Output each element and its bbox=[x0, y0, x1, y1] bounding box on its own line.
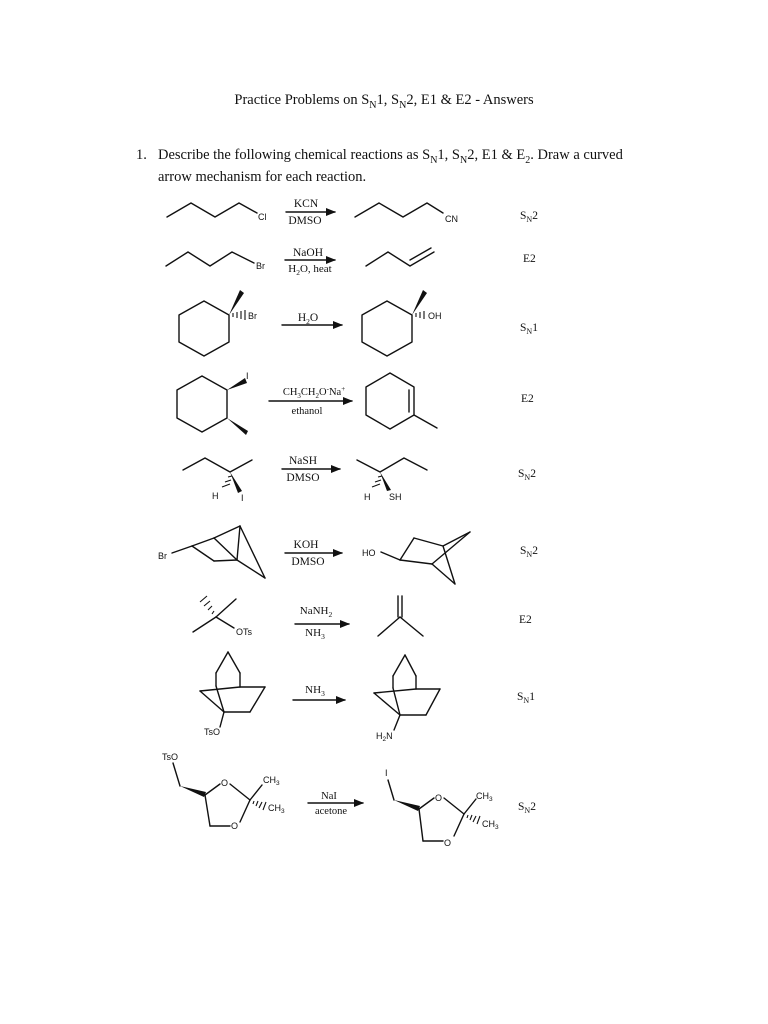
r9-reagent-bottom: acetone bbox=[314, 806, 348, 817]
r7-answer: E2 bbox=[519, 614, 532, 626]
r7-leaving-group: OTs bbox=[236, 627, 253, 637]
r9-ch2-bond bbox=[173, 763, 180, 786]
r7-product bbox=[378, 596, 423, 636]
question-text: Describe the following chemical reactions as $S_N1$, $S_N2$, E1 & $E_2$. Draw a curved arrow mechanism for each reaction. bbox=[158, 147, 623, 185]
r3-product-group: OH bbox=[428, 311, 442, 321]
r8-reactant-bicycle bbox=[200, 652, 265, 727]
r5-product-chain bbox=[357, 458, 427, 472]
r9-product-oxygen-1: O bbox=[435, 793, 443, 803]
r9-product-wedge bbox=[394, 800, 420, 811]
r3-wedge-methyl bbox=[229, 290, 244, 315]
r3-product-ring bbox=[362, 301, 412, 356]
r1-answer: $S_N2$ bbox=[520, 210, 538, 224]
r3-reactant-ring bbox=[179, 301, 229, 356]
r5-product-h: H bbox=[364, 492, 371, 502]
r7-reagent-bottom: $NH_3$ bbox=[305, 627, 325, 641]
reaction-9 bbox=[162, 752, 536, 848]
r2-answer: E2 bbox=[523, 253, 536, 265]
r6-reagent-bottom: DMSO bbox=[291, 556, 325, 568]
r6-leaving-group: Br bbox=[158, 551, 167, 561]
r1-reagent-top: KCN bbox=[293, 198, 319, 210]
r3-product-wedge bbox=[412, 290, 427, 315]
r9-hash-methyl-2 bbox=[253, 801, 266, 810]
r9-wedge bbox=[180, 786, 206, 797]
reaction-5 bbox=[183, 455, 536, 503]
reaction-6 bbox=[158, 526, 538, 584]
r9-ring-oxygen-1: O bbox=[221, 778, 229, 788]
r1-product-chain bbox=[355, 203, 443, 217]
r5-label-h: H bbox=[212, 491, 219, 501]
r6-reactant-bicycle bbox=[172, 526, 265, 578]
r7-reactant bbox=[193, 596, 236, 632]
reaction-4 bbox=[177, 371, 534, 435]
r3-answer: $S_N1$ bbox=[520, 322, 538, 336]
r6-product-bicycle bbox=[381, 532, 470, 584]
r3-product-hash bbox=[416, 311, 424, 319]
page-title: Practice Problems on $S_N1$, $S_N2$, E1 & E2 - Answers bbox=[234, 92, 534, 111]
r9-product-group: I bbox=[385, 768, 388, 778]
r8-answer: $S_N1$ bbox=[517, 691, 535, 705]
r4-wedge-methyl bbox=[227, 418, 248, 435]
r3-reagent-top: $H_2O$ bbox=[297, 312, 319, 326]
r9-reagent-top: NaI bbox=[321, 791, 337, 802]
r3-hash-bond bbox=[233, 310, 245, 320]
reaction-1 bbox=[167, 198, 538, 227]
r9-methyl-1 bbox=[250, 785, 262, 800]
r9-dioxolane-ring bbox=[205, 784, 250, 826]
r9-product-methyl-1-label: $CH_3$ bbox=[476, 791, 493, 803]
r5-product-group: SH bbox=[389, 492, 402, 502]
r9-leaving-group: TsO bbox=[162, 752, 179, 762]
r2-double-bond bbox=[410, 248, 431, 260]
r5-reactant-chain bbox=[183, 458, 252, 472]
r5-product-wedge bbox=[380, 472, 391, 491]
r1-product-group: CN bbox=[445, 214, 458, 224]
r5-leaving-group: I bbox=[241, 493, 244, 503]
question-number: 1. bbox=[136, 147, 147, 163]
r4-reagent-bottom: ethanol bbox=[291, 406, 323, 417]
r9-product-ring bbox=[419, 798, 464, 841]
r3-leaving-group: Br bbox=[248, 311, 257, 321]
r5-reagent-bottom: DMSO bbox=[286, 472, 320, 484]
r2-reactant-chain bbox=[166, 252, 254, 266]
r1-reactant-chain bbox=[167, 203, 257, 217]
r9-answer: $S_N2$ bbox=[518, 801, 536, 815]
r9-methyl-2-label: $CH_3$ bbox=[268, 803, 285, 815]
r4-reactant-ring bbox=[177, 376, 227, 432]
r5-hash-h bbox=[222, 476, 232, 487]
r5-reagent-top: NaSH bbox=[288, 455, 318, 467]
r1-leaving-group: Cl bbox=[258, 212, 267, 222]
reaction-8 bbox=[200, 652, 535, 743]
r9-product-hash-methyl-2 bbox=[467, 815, 480, 824]
r2-leaving-group: Br bbox=[256, 261, 265, 271]
r7-hash-methyl bbox=[200, 596, 214, 614]
r6-answer: $S_N2$ bbox=[520, 545, 538, 559]
r6-product-group: HO bbox=[362, 548, 376, 558]
r5-product-hash-h bbox=[372, 476, 382, 487]
r2-reagent-bottom: $H_2O$, heat bbox=[288, 263, 332, 277]
r4-product-methyl bbox=[414, 415, 437, 428]
r4-reagent-top: $CH_3CH_2O^-Na^+$ bbox=[282, 385, 346, 400]
r2-reagent-top: NaOH bbox=[292, 247, 324, 259]
r4-leaving-group: I bbox=[246, 371, 249, 381]
r9-product-methyl-1 bbox=[464, 799, 476, 814]
r4-product-ring bbox=[366, 373, 414, 429]
reaction-7 bbox=[193, 596, 532, 641]
r6-reagent-top: KOH bbox=[293, 539, 319, 551]
r7-reagent-top: NaNH$_2$ bbox=[299, 605, 333, 619]
r8-product-group: $H_2N$ bbox=[376, 731, 393, 743]
r5-wedge-i bbox=[230, 472, 242, 493]
reaction-2 bbox=[166, 247, 536, 277]
reaction-3 bbox=[179, 290, 538, 356]
r8-leaving-group: TsO bbox=[204, 727, 221, 737]
r8-reagent-top: $NH_3$ bbox=[305, 684, 325, 698]
r9-product-oxygen-2: O bbox=[444, 838, 452, 848]
r8-product-bicycle bbox=[374, 655, 440, 730]
r2-product-chain bbox=[366, 252, 434, 266]
r4-answer: E2 bbox=[521, 393, 534, 405]
r5-answer: $S_N2$ bbox=[518, 468, 536, 482]
r9-ring-oxygen-2: O bbox=[231, 821, 239, 831]
r9-product-methyl-2-label: $CH_3$ bbox=[482, 819, 499, 831]
r4-wedge-iodo bbox=[227, 378, 247, 390]
r9-methyl-1-label: $CH_3$ bbox=[263, 775, 280, 787]
r9-product-ch2-bond bbox=[388, 780, 394, 800]
r1-reagent-bottom: DMSO bbox=[288, 215, 322, 227]
